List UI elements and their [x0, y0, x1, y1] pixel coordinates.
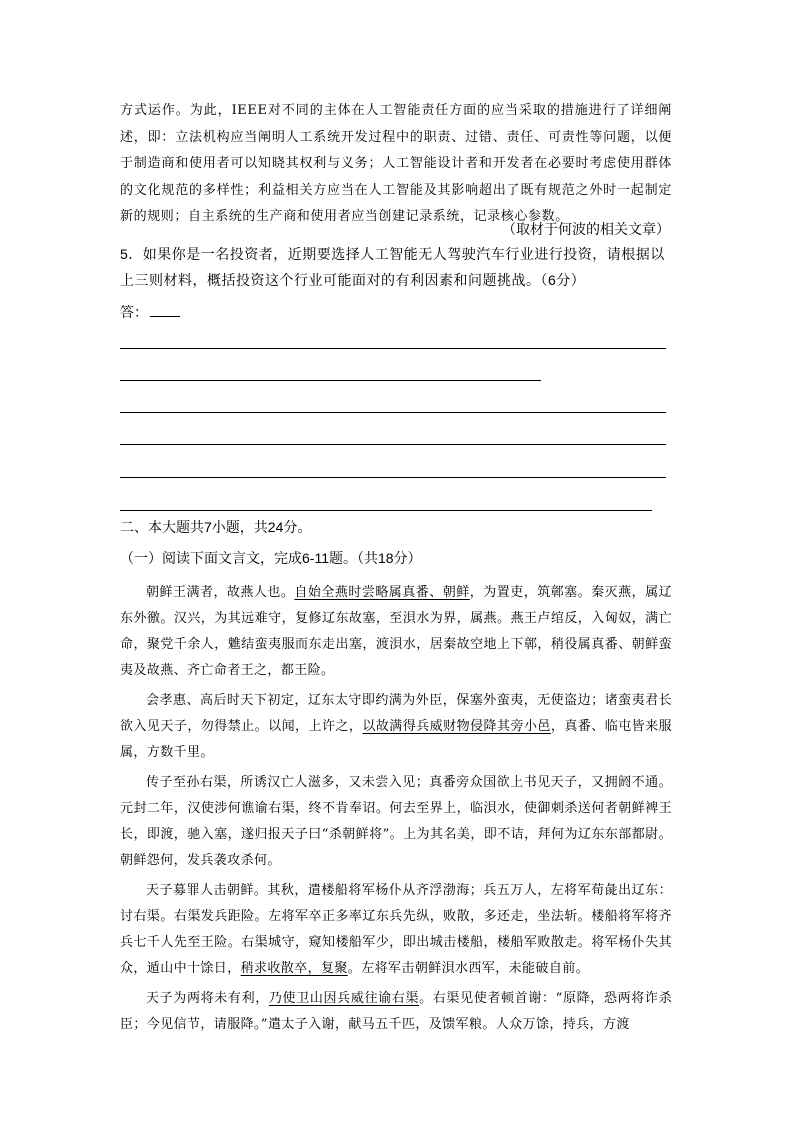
underlined-sentence: 以故满得兵威财物侵降其旁小邑	[362, 719, 551, 734]
subsection-heading: （一）阅读下面文言文，完成6-11题。（共18分）	[120, 550, 422, 566]
classical-passage	[120, 580, 672, 1042]
answer-label: 答：	[120, 304, 148, 320]
question-5: 5．如果你是一名投资者，近期要选择人工智能无人驾驶汽车行业进行投资，请根据以上三则材料，概括投资这个行业可能面对的有利因素和问题挑战。（6分）	[120, 246, 665, 288]
underlined-sentence: 自始全燕时尝略属真番、朝鲜	[294, 585, 470, 600]
underlined-sentence: 稍求收散卒，复聚	[240, 961, 348, 976]
classical-paragraph-2: 会孝惠、高后时天下初定，辽东太守即约满为外臣，保塞外蛮夷，无使盗边；诸蛮夷君长欲入见天子，勿得禁止。以闻，上许之，以故满得兵威财物侵降其旁小邑，真番、临屯皆来服属，方数千里。	[120, 693, 673, 760]
answer-line-6[interactable]	[120, 510, 652, 511]
answer-blank[interactable]	[150, 302, 180, 317]
source-citation: （取材于何波的相关文章）	[502, 221, 670, 237]
answer-line-4[interactable]	[120, 444, 666, 445]
underlined-sentence: 乃使卫山因兵威往谕右渠	[268, 991, 420, 1006]
classical-paragraph-1: 朝鲜王满者，故燕人也。自始全燕时尝略属真番、朝鲜，为置吏，筑鄣塞。秦灭燕，属辽东外徼。汉兴，为其远难守，复修辽东故塞，至浿水为界，属燕。燕王卢绾反，入匈奴，满亡命，聚党千余人，魋结蛮夷服而东走出塞，渡浿水，居秦故空地上下鄣，稍役属真番、朝鲜蛮夷及故燕、齐亡命者王之，都王险。	[120, 585, 672, 678]
answer-line-5[interactable]	[120, 477, 666, 478]
classical-paragraph-5: 天子为两将未有利，乃使卫山因兵威往谕右渠。右渠见使者顿首谢：“原降，恐两将诈杀臣；今见信节，请服降。”遣太子入谢，献马五千匹，及馈军粮。人众万馀，持兵，方渡	[120, 991, 672, 1032]
answer-line-3[interactable]	[120, 412, 666, 413]
section-heading: 二、本大题共7小题，共24分。	[120, 519, 312, 535]
answer-prompt	[120, 299, 672, 325]
passage-end-paragraph: 方式运作。为此，IEEE对不同的主体在人工智能责任方面的应当采取的措施进行了详细阐述，即：立法机构应当阐明人工系统开发过程中的职责、过错、责任、可责性等问题，以便于制造商和使用者可以知晓其权利与义务；人工智能设计者和开发者在必要时考虑使用群体的文化规范的多样性；利益相关方应当在人工智能及其影响超出了既有规范之外时一起制定新的规则；自主系统的生产商和使用者应当创建记录系统，记录核心参数。	[120, 103, 672, 224]
classical-paragraph-4: 天子募罪人击朝鲜。其秋，遣楼船将军杨仆从齐浮渤海；兵五万人，左将军荀彘出辽东：讨右渠。右渠发兵距险。左将军卒正多率辽东兵先纵，败散，多还走，坐法斩。楼船将军将齐兵七千人先至王险。右渠城守，窥知楼船军少，即出城击楼船，楼船军败散走。将军杨仆失其众，遁山中十馀日，稍求收散卒，复聚。左将军击朝鲜浿水西军，未能破自前。	[120, 883, 672, 976]
answer-line-2[interactable]	[120, 380, 541, 381]
answer-line-1[interactable]	[120, 348, 666, 349]
classical-paragraph-3: 传子至孙右渠，所诱汉亡人滋多，又未尝入见；真番旁众国欲上书见天子，又拥阏不通。元封二年，汉使涉何谯谕右渠，终不肯奉诏。何去至界上，临浿水，使御刺杀送何者朝鲜裨王长，即渡，驰入塞，遂归报天子曰“杀朝鲜将”。上为其名美，即不诘，拜何为辽东东部都尉。朝鲜怨何，发兵袭攻杀何。	[120, 775, 672, 868]
